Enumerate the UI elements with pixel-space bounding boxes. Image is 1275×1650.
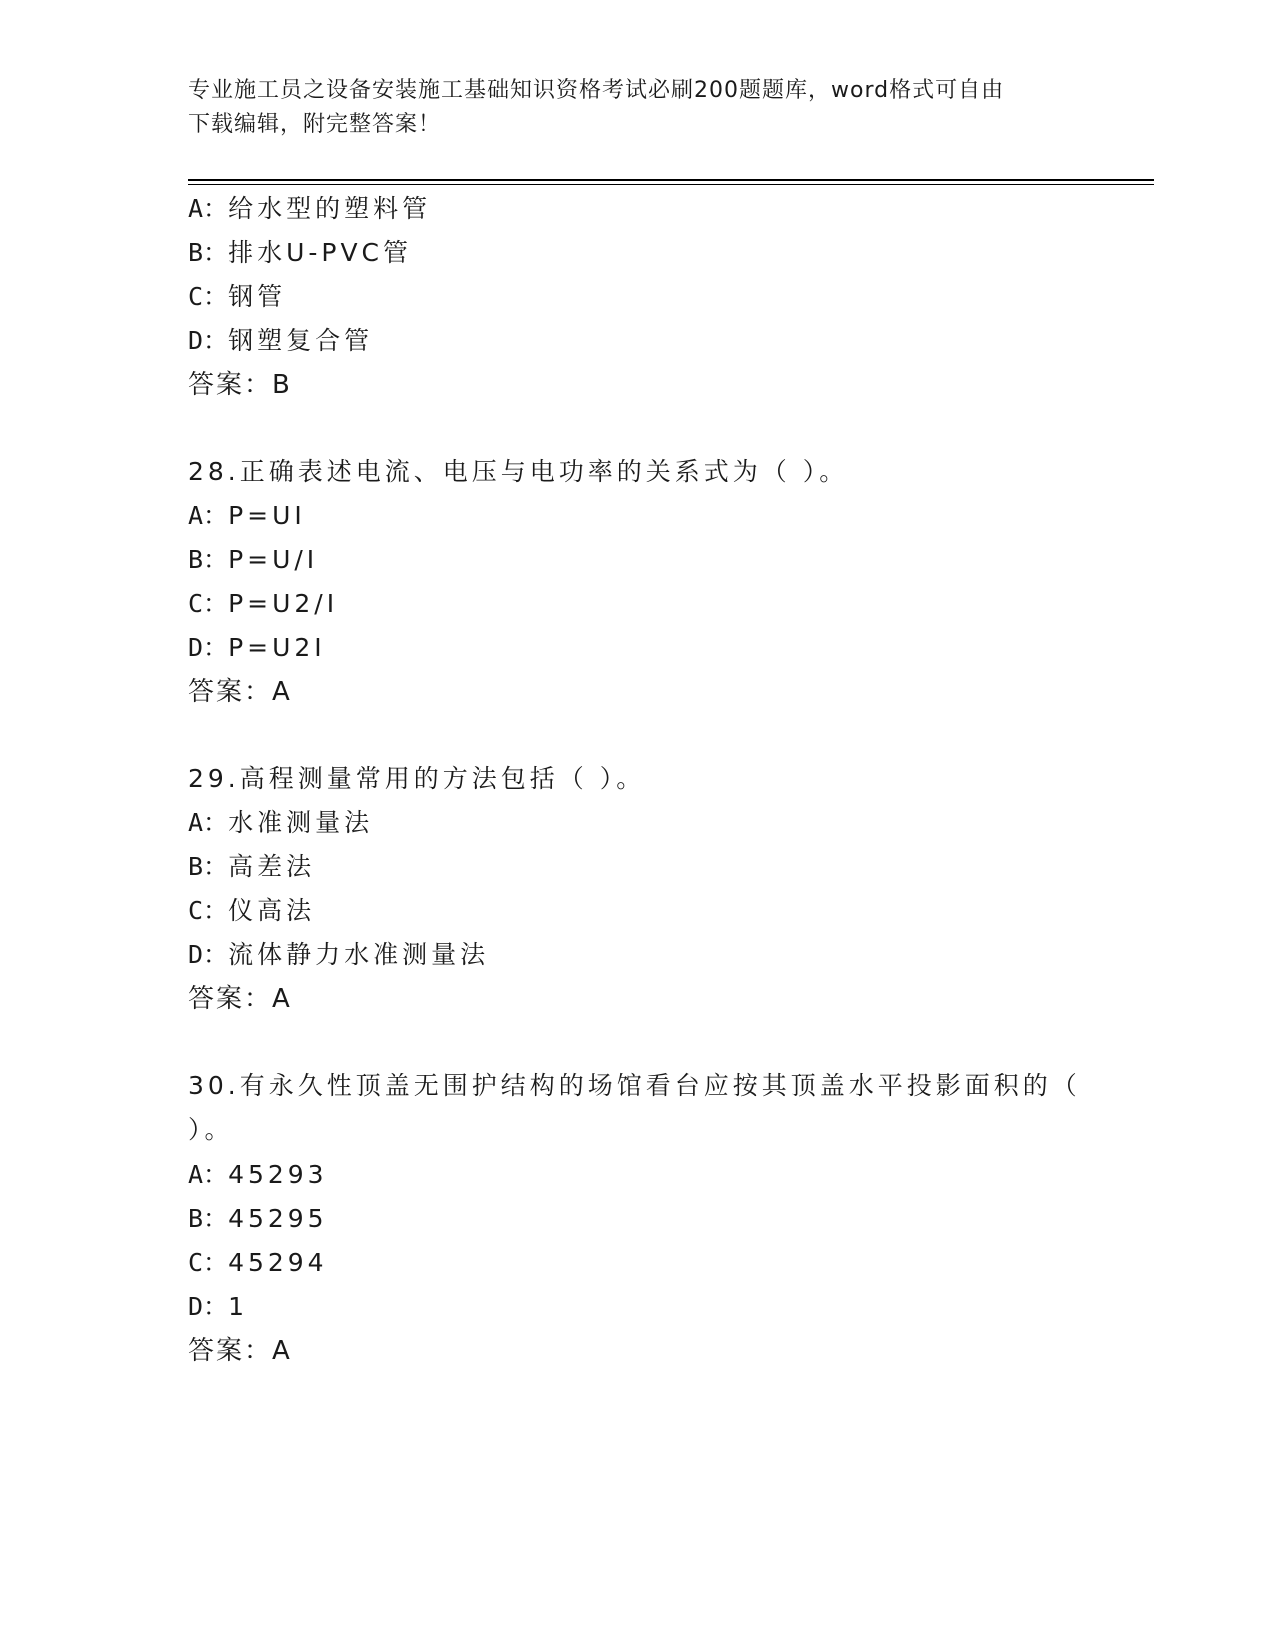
option-key: A： xyxy=(188,194,229,223)
option-text: P=UI xyxy=(228,501,306,530)
option-key: C： xyxy=(188,896,229,925)
q30-option-b xyxy=(188,1203,328,1235)
document-header xyxy=(188,74,1088,142)
option-key: A： xyxy=(188,808,229,837)
option-text: 给水型的塑料管 xyxy=(228,194,432,223)
header-line-2: 下载编辑，附完整答案！ xyxy=(188,112,442,137)
option-key: B： xyxy=(188,238,229,267)
q30-question-line-1: 30.有永久性顶盖无围护结构的场馆看台应按其顶盖水平投影面积的（ xyxy=(188,1071,1081,1100)
option-key: B： xyxy=(188,852,229,881)
option-text: 45294 xyxy=(228,1248,328,1277)
q27-option-b xyxy=(188,237,412,269)
header-line-1: 专业施工员之设备安装施工基础知识资格考试必刷200题题库，word格式可自由 xyxy=(188,78,1005,103)
q28-option-b xyxy=(188,544,318,576)
option-key: A： xyxy=(188,501,229,530)
option-key: C： xyxy=(188,282,229,311)
q29-option-b xyxy=(188,851,315,883)
q29-answer: 答案：A xyxy=(188,984,292,1014)
option-key: D： xyxy=(188,1292,229,1321)
option-text: 高差法 xyxy=(228,852,316,881)
option-text: 45293 xyxy=(228,1160,328,1189)
q30-answer: 答案：A xyxy=(188,1336,292,1366)
option-text: 45295 xyxy=(228,1204,328,1233)
option-text: P=U/I xyxy=(228,545,319,574)
q27-option-a xyxy=(188,193,431,225)
option-key: D： xyxy=(188,940,229,969)
q28-question: 28.正确表述电流、电压与电功率的关系式为（ ）。 xyxy=(188,457,849,486)
header-divider-thick xyxy=(188,179,1154,181)
option-text: 钢管 xyxy=(228,282,287,311)
option-text: 钢塑复合管 xyxy=(228,326,374,355)
q28-option-a xyxy=(188,500,306,532)
q28-option-c xyxy=(188,588,338,620)
q27-option-d xyxy=(188,325,373,357)
option-key: C： xyxy=(188,589,229,618)
option-key: B： xyxy=(188,545,229,574)
option-text: 排水U-PVC管 xyxy=(228,238,413,267)
q27-answer: 答案：B xyxy=(188,370,292,400)
q30-option-c xyxy=(188,1247,328,1279)
q30-question-line-2: ）。 xyxy=(188,1115,234,1144)
option-key: D： xyxy=(188,326,229,355)
q29-option-a xyxy=(188,807,373,839)
q29-option-d xyxy=(188,939,489,971)
option-text: 仪高法 xyxy=(228,896,316,925)
q30-option-d xyxy=(188,1291,248,1323)
option-key: B： xyxy=(188,1204,229,1233)
q28-answer: 答案：A xyxy=(188,677,292,707)
q29-question: 29.高程测量常用的方法包括（ ）。 xyxy=(188,764,646,793)
option-text: 1 xyxy=(228,1292,248,1321)
q30-option-a xyxy=(188,1159,328,1191)
option-key: C： xyxy=(188,1248,229,1277)
option-key: A： xyxy=(188,1160,229,1189)
q29-option-c xyxy=(188,895,315,927)
option-text: 水准测量法 xyxy=(228,808,374,837)
option-text: 流体静力水准测量法 xyxy=(228,940,490,969)
option-key: D： xyxy=(188,633,229,662)
q28-option-d xyxy=(188,632,326,664)
q27-option-c xyxy=(188,281,286,313)
option-text: P=U2/I xyxy=(228,589,339,618)
option-text: P=U2I xyxy=(228,633,326,662)
header-divider-thin xyxy=(188,184,1154,185)
